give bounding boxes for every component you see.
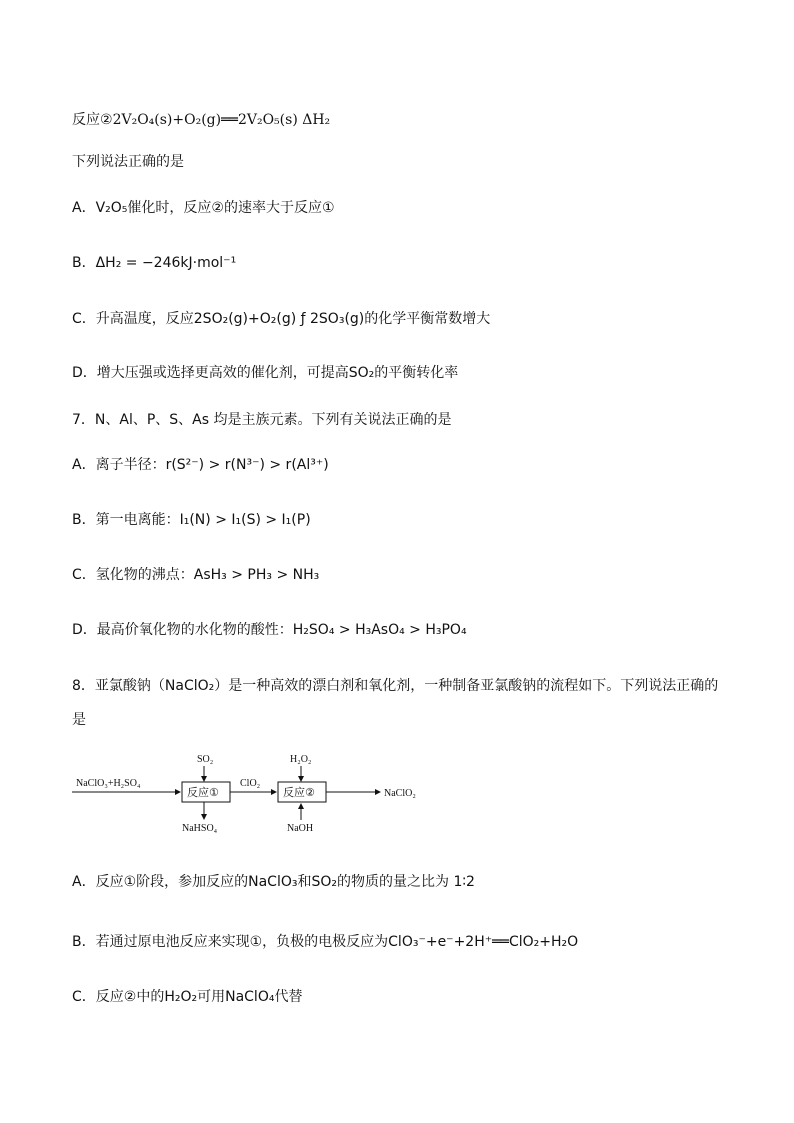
- q6-stem: 下列说法正确的是: [72, 154, 184, 170]
- flow-naoh-label: NaOH: [287, 823, 314, 834]
- reaction1-label: 反应①: [187, 786, 219, 799]
- q6-option-b: B．ΔH₂ = −246kJ·mol⁻¹: [72, 255, 237, 271]
- q6-option-c: C．升高温度，反应2SO₂(g)+O₂(g) ƒ 2SO₃(g)的化学平衡常数增大: [72, 311, 491, 327]
- flow-clo2-label: ClO₂: [240, 778, 261, 789]
- q6-option-d: D．增大压强或选择更高效的催化剂，可提高SO₂的平衡转化率: [72, 365, 459, 381]
- q7-option-b: B．第一电离能：I₁(N) > I₁(S) > I₁(P): [72, 512, 311, 528]
- q7-stem: 7．N、Al、P、S、As 均是主族元素。下列有关说法正确的是: [72, 412, 452, 428]
- reaction-2-equation: 2V₂O₄(s)+O₂(g)══2V₂O₅(s) ΔH₂: [112, 112, 331, 128]
- q6-option-a: A．V₂O₅催化时，反应②的速率大于反应①: [72, 200, 335, 216]
- q7-option-a: A．离子半径：r(S²⁻) > r(N³⁻) > r(Al³⁺): [72, 457, 329, 473]
- q7-option-c: C．氢化物的沸点：AsH₃ > PH₃ > NH₃: [72, 567, 320, 583]
- flow-output-label: NaClO₂: [384, 788, 416, 799]
- q7-option-d: D．最高价氧化物的水化物的酸性：H₂SO₄ > H₃AsO₄ > H₃PO₄: [72, 622, 467, 638]
- reaction-2-prefix: 反应②: [72, 112, 113, 128]
- flow-h2o2-label: H₂O₂: [290, 754, 312, 765]
- q8-stem-line1: 8．亚氯酸钠（NaClO₂）是一种高效的漂白剂和氧化剂，一种制备亚氯酸钠的流程如下。下列说法正确的: [72, 678, 719, 694]
- flow-input-label: NaClO₃+H₂SO₄: [76, 778, 141, 789]
- reaction-2-line: [72, 110, 330, 130]
- q8-option-b: B．若通过原电池反应来实现①，负极的电极反应为ClO₃⁻+e⁻+2H⁺══ClO₂+H₂O: [72, 934, 579, 950]
- q8-stem-line2: 是: [72, 712, 86, 728]
- q8-option-a: A．反应①阶段，参加反应的NaClO₃和SO₂的物质的量之比为 1∶2: [72, 874, 475, 890]
- flow-nahso4-label: NaHSO₄: [182, 823, 218, 834]
- q8-option-c: C．反应②中的H₂O₂可用NaClO₄代替: [72, 989, 303, 1005]
- reaction2-label: 反应②: [283, 786, 315, 799]
- flow-so2-label: SO₂: [197, 754, 214, 765]
- process-flow-diagram: [70, 748, 450, 838]
